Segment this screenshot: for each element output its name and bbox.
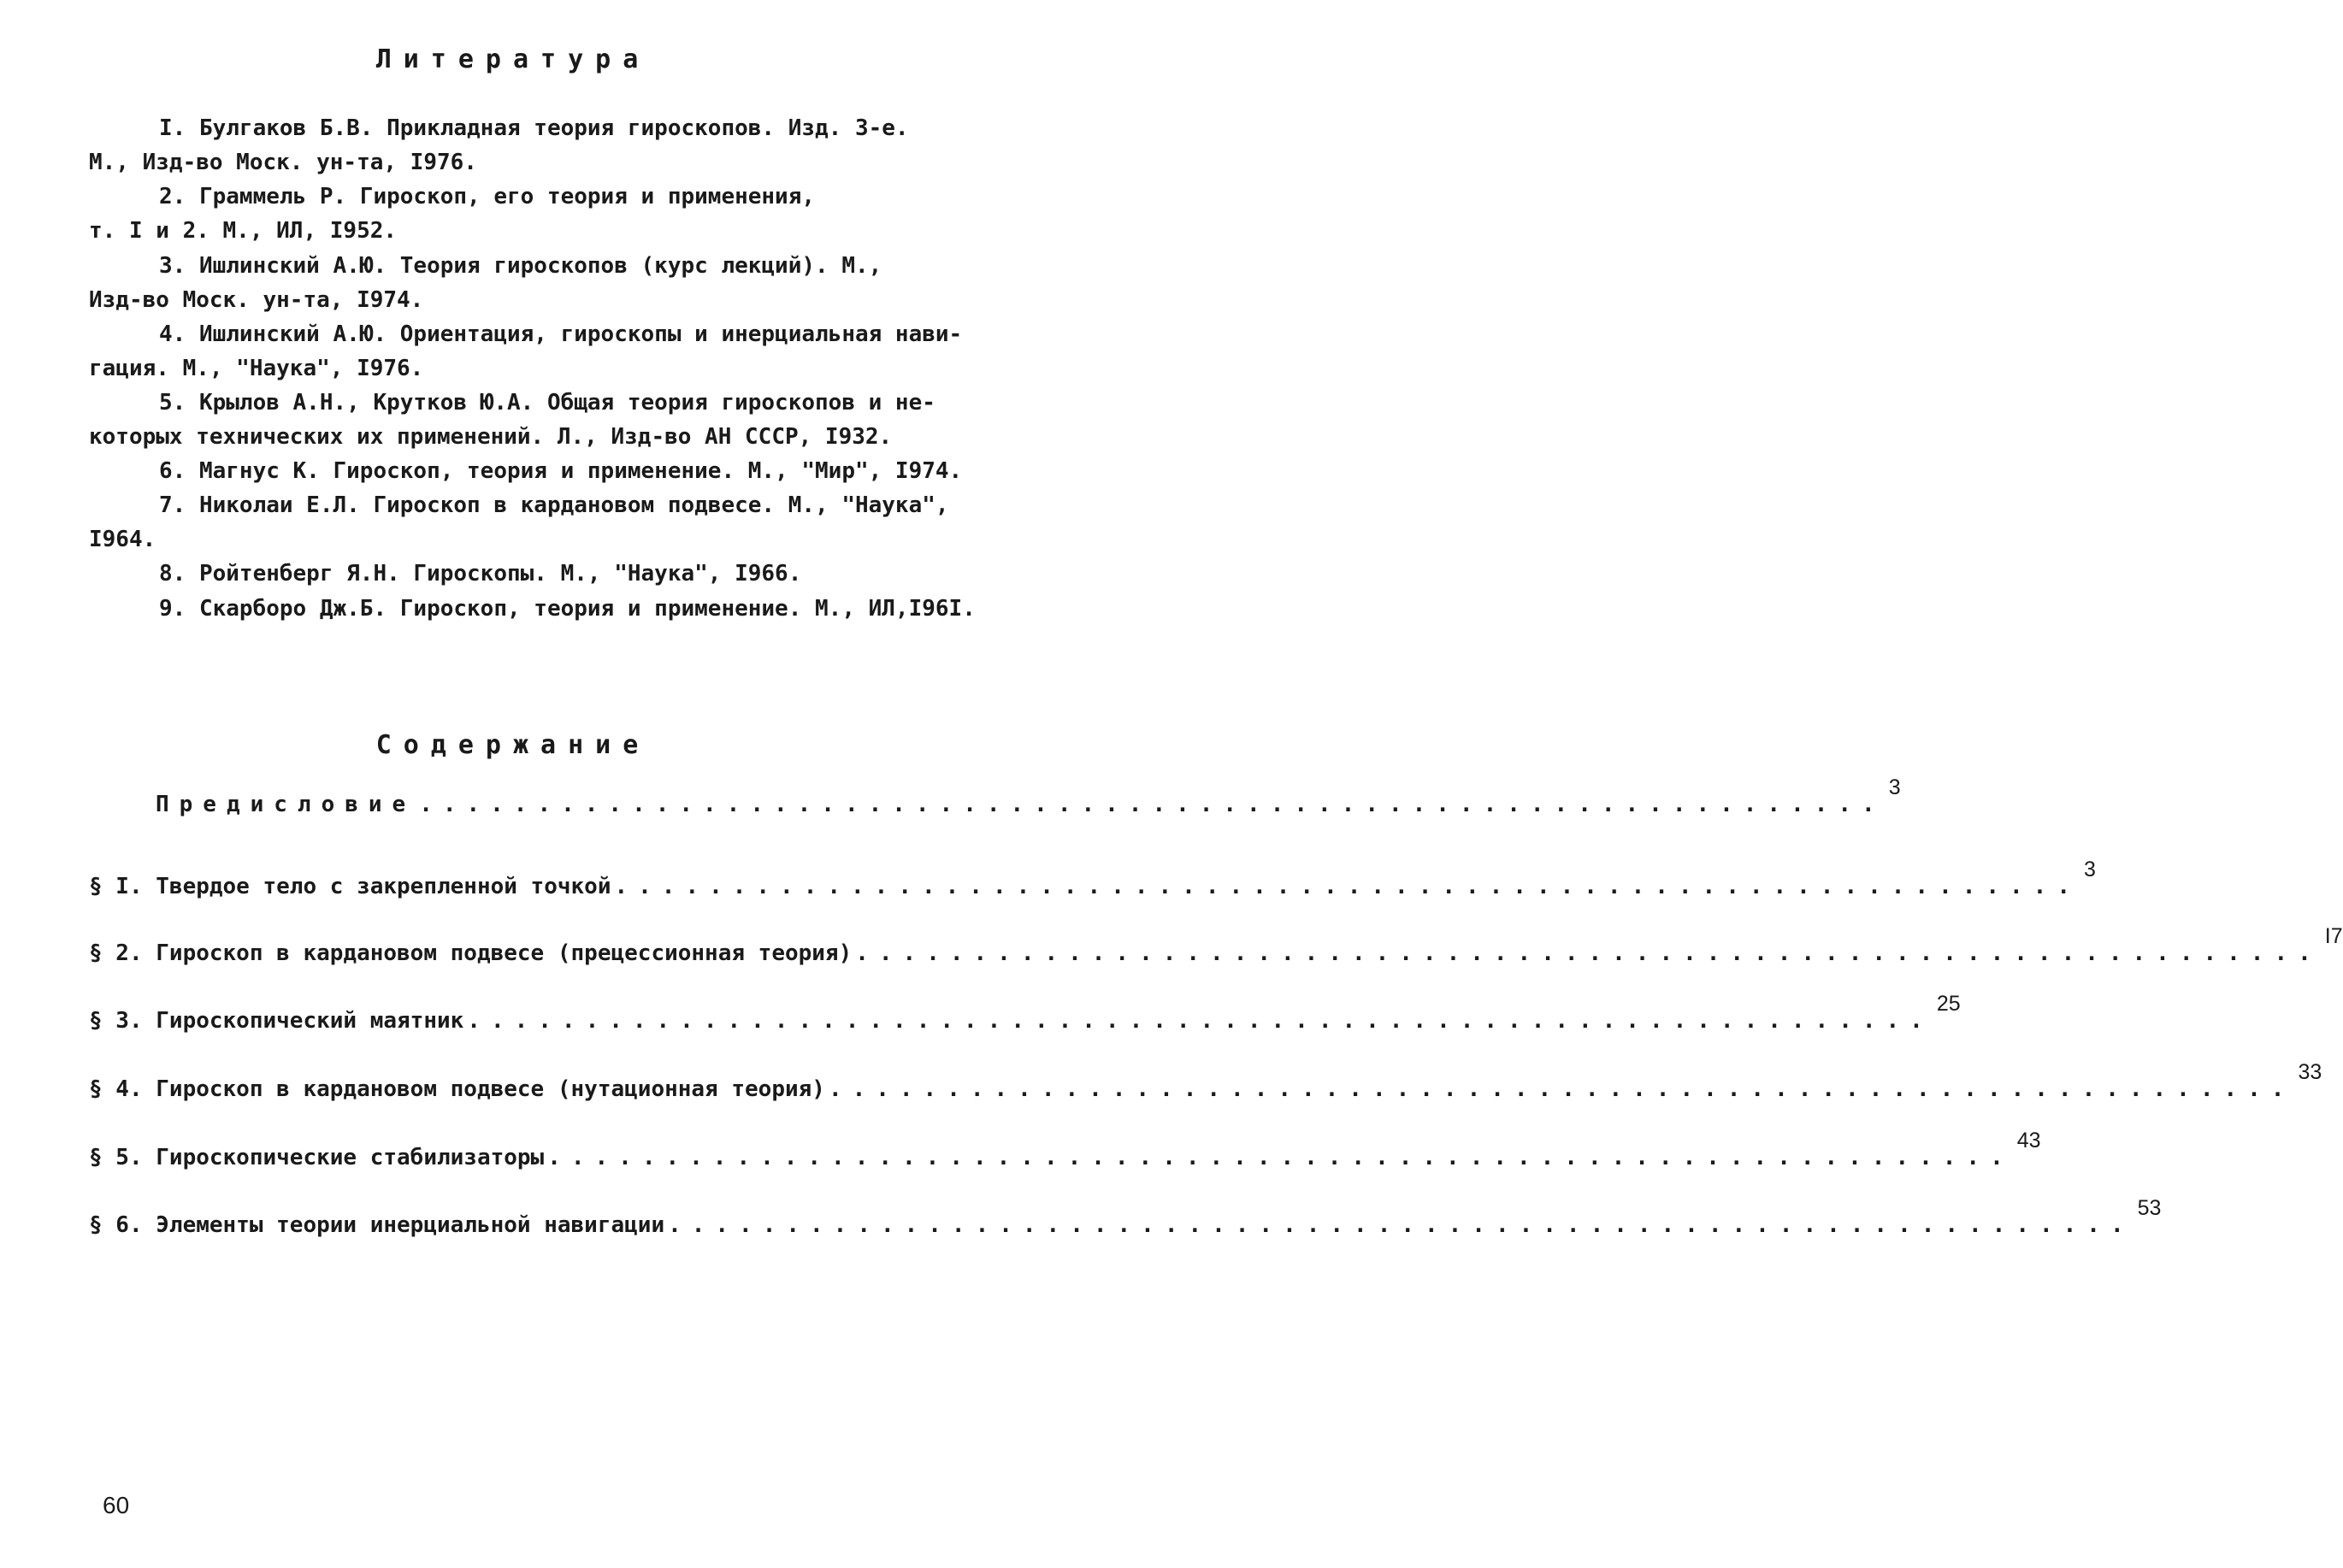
toc-entry bbox=[156, 775, 1901, 817]
reference-line: I964. bbox=[89, 527, 156, 552]
reference-line: 2. Граммель Р. Гироскоп, его теория и применения, bbox=[159, 184, 816, 209]
toc-entry-page: 53 bbox=[2137, 1196, 2162, 1220]
reference-line: 7. Николаи Е.Л. Гироскоп в кардановом подвесе. М., "Наука", bbox=[159, 492, 949, 518]
toc-entry bbox=[89, 1060, 2322, 1102]
toc-leader-dots: .............................................................. bbox=[855, 940, 2322, 966]
toc-leader-dots: .............................................................. bbox=[828, 1076, 2295, 1102]
reference-line: 5. Крылов А.Н., Крутков Ю.А. Общая теория гироскопов и не- bbox=[159, 390, 935, 416]
toc-entry-title: § 6. Элементы теории инерциальной навигации bbox=[89, 1212, 665, 1238]
toc-leader-dots: .............................................................. bbox=[614, 874, 2080, 899]
reference-line: 9. Скарборо Дж.Б. Гироскоп, теория и применение. М., ИЛ,I96I. bbox=[159, 596, 976, 622]
toc-entry bbox=[89, 924, 2343, 966]
toc-entry-page: 33 bbox=[2298, 1060, 2322, 1084]
toc-entry-page: 3 bbox=[1888, 775, 1901, 799]
toc-entry-title: § 5. Гироскопические стабилизаторы bbox=[89, 1145, 545, 1170]
toc-entry bbox=[89, 992, 1961, 1034]
contents-heading: Содержание bbox=[375, 730, 651, 760]
toc-entry-page: I7 bbox=[2324, 924, 2343, 948]
toc-entry-page: 25 bbox=[1936, 992, 1961, 1016]
reference-line: 3. Ишлинский А.Ю. Теория гироскопов (курс лекций). М., bbox=[159, 253, 882, 279]
page-number: 60 bbox=[103, 1492, 130, 1518]
toc-leader-dots: .............................................................. bbox=[668, 1212, 2134, 1238]
reference-line: которых технических их применений. Л., Изд-во АН СССР, I932. bbox=[89, 424, 893, 450]
reference-line: 8. Ройтенберг Я.Н. Гироскопы. М., "Наука", I966. bbox=[159, 561, 802, 587]
toc-entry bbox=[89, 1129, 2041, 1170]
literature-heading: Литература bbox=[375, 44, 651, 74]
toc-entry-title: § 2. Гироскоп в кардановом подвесе (прецессионная теория) bbox=[89, 940, 853, 966]
toc-leader-dots: .............................................................. bbox=[547, 1145, 2014, 1170]
reference-line: гация. М., "Наука", I976. bbox=[89, 356, 424, 381]
reference-line: т. I и 2. М., ИЛ, I952. bbox=[89, 218, 398, 244]
reference-line: I. Булгаков Б.В. Прикладная теория гироскопов. Изд. 3-е. bbox=[159, 115, 909, 141]
toc-leader-dots: .............................................................. bbox=[419, 792, 1886, 817]
reference-line: Изд-во Моск. ун-та, I974. bbox=[89, 287, 424, 313]
reference-line: 6. Магнус К. Гироскоп, теория и применение. М., "Мир", I974. bbox=[159, 458, 963, 484]
toc-entry bbox=[89, 858, 2096, 899]
reference-line: 4. Ишлинский А.Ю. Ориентация, гироскопы и инерциальная нави- bbox=[159, 321, 963, 347]
toc-entry-page: 43 bbox=[2016, 1129, 2041, 1152]
toc-entry bbox=[89, 1196, 2162, 1238]
toc-leader-dots: .............................................................. bbox=[467, 1008, 1933, 1034]
toc-entry-title: § I. Твердое тело с закрепленной точкой bbox=[89, 874, 611, 899]
toc-entry-title: § 3. Гироскопический маятник bbox=[89, 1008, 464, 1034]
toc-entry-title: § 4. Гироскоп в кардановом подвесе (нутационная теория) bbox=[89, 1076, 825, 1102]
toc-entry-title: Предисловие bbox=[156, 792, 416, 817]
toc-entry-page: 3 bbox=[2084, 858, 2096, 881]
reference-line: М., Изд-во Моск. ун-та, I976. bbox=[89, 150, 477, 175]
